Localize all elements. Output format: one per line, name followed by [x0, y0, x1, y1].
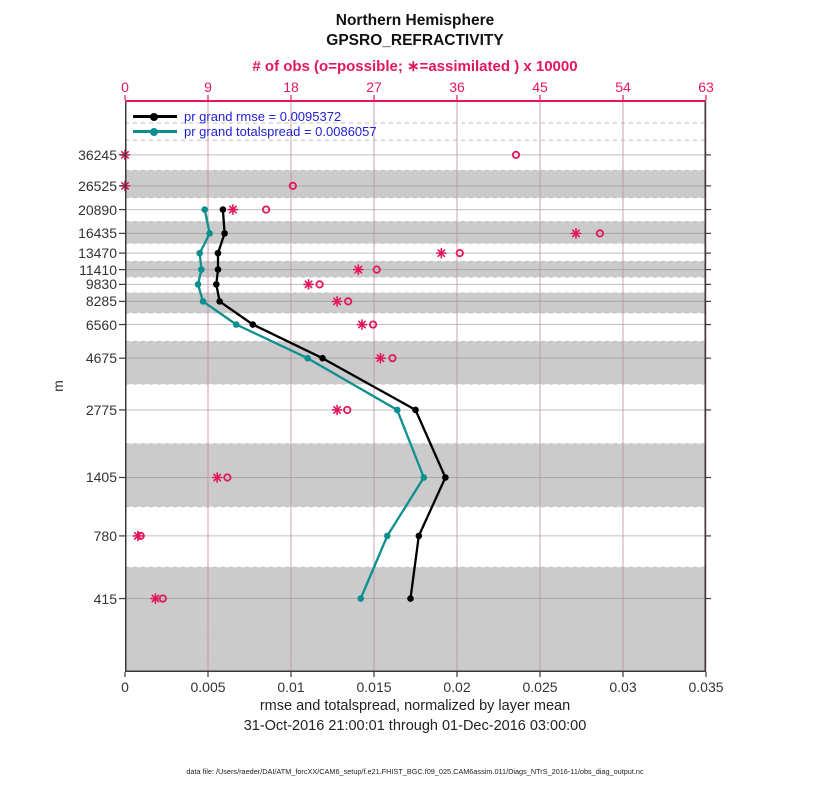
series-marker — [213, 281, 220, 288]
legend-line-sample-rmse — [133, 115, 177, 117]
series-marker — [416, 533, 423, 540]
y-axis-tick-label: 9830 — [85, 276, 117, 293]
series-marker — [215, 266, 222, 273]
top-axis-tick-label: 45 — [532, 79, 548, 95]
y-axis-tick-label: 11410 — [79, 261, 117, 278]
top-axis-tick-label: 27 — [366, 79, 382, 95]
legend-item-rmse — [133, 109, 377, 124]
series-marker — [195, 281, 202, 288]
y-axis-label: m — [49, 380, 66, 392]
legend-marker-totalspread — [150, 128, 158, 136]
series-marker — [250, 321, 257, 328]
series-marker — [221, 230, 228, 237]
x-axis-tick-label: 0.03 — [609, 679, 637, 695]
series-marker — [215, 250, 222, 257]
x-axis-tick-label: 0.015 — [356, 679, 392, 695]
series-marker — [384, 533, 391, 540]
y-axis-tick-label: 780 — [93, 527, 117, 544]
chart-canvas — [125, 100, 706, 672]
series-marker — [412, 407, 419, 414]
legend — [133, 109, 377, 139]
series-marker — [304, 355, 311, 362]
series-marker — [200, 298, 207, 305]
x-axis-tick-label: 0.01 — [277, 679, 305, 695]
top-axis-tick-label: 54 — [615, 79, 631, 95]
legend-label-totalspread: pr grand totalspread = 0.0086057 — [184, 124, 377, 139]
series-marker — [442, 474, 449, 481]
y-axis-tick-label: 36245 — [78, 146, 117, 163]
layer-band — [125, 293, 706, 313]
top-axis-tick-label: 36 — [449, 79, 465, 95]
series-marker — [407, 595, 414, 602]
x-axis-tick-label: 0.005 — [190, 679, 226, 695]
y-axis-tick-label: 2775 — [85, 401, 117, 418]
y-axis-tick-label: 26525 — [78, 177, 117, 194]
series-marker — [357, 595, 364, 602]
series-marker — [220, 206, 227, 213]
y-axis-tick-label: 16435 — [78, 225, 117, 242]
x-axis-tick-label: 0 — [121, 679, 129, 695]
series-marker — [421, 474, 428, 481]
x-axis-tick-label: 0.025 — [522, 679, 558, 695]
y-axis-tick-label: 415 — [93, 590, 117, 607]
x-axis-date-range: 31-Oct-2016 21:00:01 through 01-Dec-2016 03:00:00 — [243, 718, 587, 734]
series-marker — [216, 298, 223, 305]
x-axis-tick-label: 0.02 — [443, 679, 471, 695]
legend-item-totalspread — [133, 124, 377, 139]
series-marker — [201, 206, 208, 213]
series-marker — [206, 230, 213, 237]
top-axis-tick-label: 9 — [204, 79, 212, 95]
series-marker — [196, 250, 203, 257]
data-file-footnote: data file: /Users/raeder/DAI/ATM_forcXX/CAM6_setup/f.e21.FHIST_BGC.f09_025.CAM6assim.011/Diags_NTrS_2016-11/obs_diag_output.nc — [186, 767, 644, 776]
top-axis-label: # of obs (o=possible; ∗=assimilated ) x 10000 — [252, 58, 578, 75]
layer-band — [125, 444, 706, 507]
chart-title-variable: GPSRO_REFRACTIVITY — [326, 32, 504, 49]
series-marker — [319, 355, 326, 362]
series-marker — [394, 407, 401, 414]
top-axis-tick-label: 63 — [698, 79, 714, 95]
legend-line-sample-totalspread — [133, 130, 177, 132]
y-axis-tick-label: 13470 — [78, 245, 117, 262]
y-axis-tick-label: 6560 — [85, 316, 117, 333]
layer-band — [125, 567, 706, 672]
chart-title-region: Northern Hemisphere — [335, 12, 495, 29]
y-axis-tick-label: 4675 — [85, 350, 117, 367]
legend-label-rmse: pr grand rmse = 0.0095372 — [184, 109, 342, 124]
legend-marker-rmse — [150, 113, 158, 121]
series-marker — [198, 266, 205, 273]
top-axis-tick-label: 18 — [283, 79, 299, 95]
y-axis-tick-label: 8285 — [85, 293, 117, 310]
series-marker — [233, 321, 240, 328]
y-axis-tick-label: 20890 — [78, 201, 117, 218]
plot-area — [125, 100, 706, 672]
layer-band — [125, 170, 706, 197]
x-axis-label: rmse and totalspread, normalized by layer mean — [259, 698, 571, 714]
layer-band — [125, 341, 706, 384]
top-axis-tick-label: 0 — [121, 79, 129, 95]
y-axis-tick-label: 1405 — [85, 469, 117, 486]
x-axis-tick-label: 0.035 — [688, 679, 724, 695]
